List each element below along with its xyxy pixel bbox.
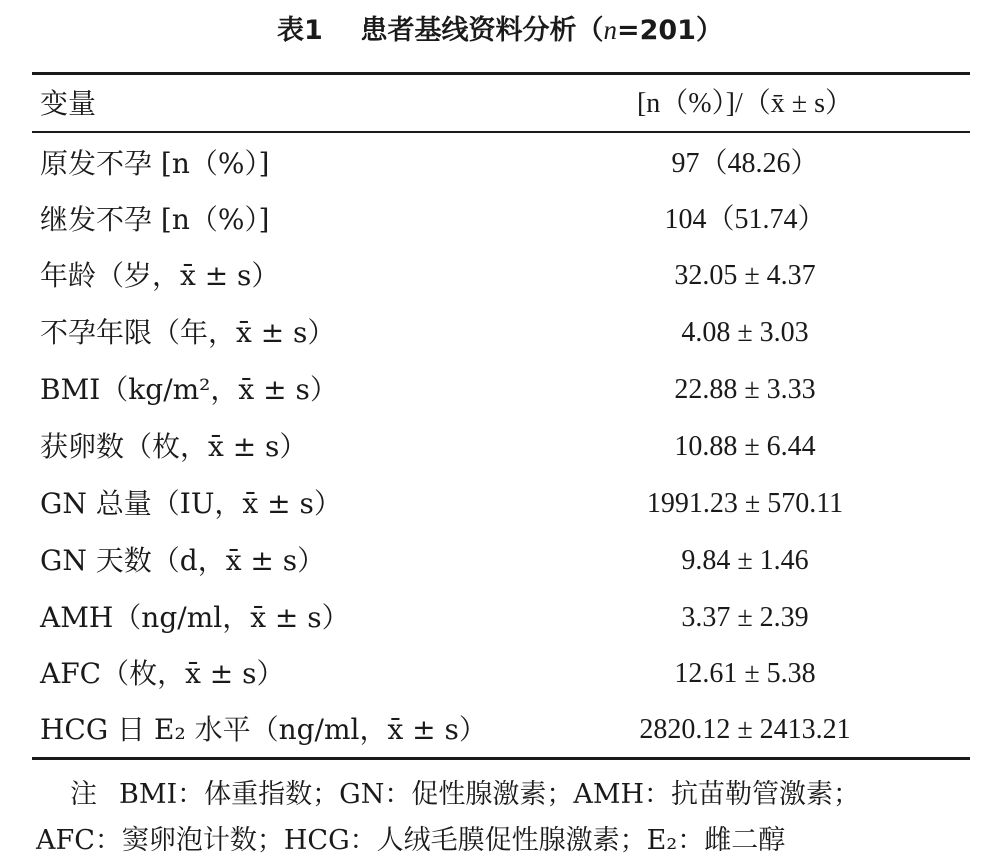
table-row: [0, 590, 1000, 646]
caption-n-value: =201: [616, 15, 696, 46]
row-value: 22.88 ± 3.33: [674, 374, 816, 405]
row-label: 原发不孕 [n（%）]: [40, 147, 270, 180]
table-row: [0, 192, 1000, 248]
table-row: [0, 248, 1000, 304]
caption-paren-close: ）: [695, 15, 723, 46]
table-header: [0, 80, 1000, 128]
row-label: BMI（kg/m²，x̄ ± s）: [40, 373, 338, 406]
row-label: GN 总量（IU，x̄ ± s）: [40, 487, 342, 520]
footnote-label: 注: [70, 779, 97, 810]
row-value: 10.88 ± 6.44: [674, 431, 816, 462]
row-value: 2820.12 ± 2413.21: [639, 714, 851, 745]
table-top-rule: [32, 72, 970, 75]
header-variable: 变量: [40, 87, 97, 120]
table-title: [0, 8, 1000, 52]
row-value: 104（51.74）: [664, 204, 826, 235]
row-label: 不孕年限（年，x̄ ± s）: [40, 316, 336, 349]
footnote-line-1: [36, 772, 976, 818]
table-row: [0, 702, 1000, 758]
row-label: 继发不孕 [n（%）]: [40, 203, 270, 236]
row-value: 12.61 ± 5.38: [674, 658, 816, 689]
table-row: [0, 476, 1000, 532]
footnote-text-1: BMI：体重指数；GN：促性腺激素；AMH：抗苗勒管激素；: [119, 779, 861, 810]
table-label: 表1: [277, 15, 323, 46]
table-row: [0, 419, 1000, 475]
row-label: HCG 日 E₂ 水平（ng/ml，x̄ ± s）: [40, 713, 487, 746]
table-bottom-rule: [32, 757, 970, 760]
row-value: 1991.23 ± 570.11: [646, 488, 844, 519]
table-row: [0, 362, 1000, 418]
table-header-rule: [32, 131, 970, 133]
table-row: [0, 533, 1000, 589]
row-value: 32.05 ± 4.37: [674, 260, 816, 291]
row-value: 9.84 ± 1.46: [681, 545, 809, 576]
table-row: [0, 136, 1000, 192]
row-value: 4.08 ± 3.03: [681, 317, 809, 348]
row-label: GN 天数（d，x̄ ± s）: [40, 544, 326, 577]
row-label: 年龄（岁，x̄ ± s）: [40, 259, 280, 292]
table-row: [0, 305, 1000, 361]
row-value: 97（48.26）: [671, 148, 819, 179]
row-label: AFC（枚，x̄ ± s）: [40, 657, 285, 690]
caption-n-symbol: n: [603, 15, 617, 45]
table-row: [0, 646, 1000, 702]
caption-paren-open: （: [576, 15, 604, 46]
row-label: 获卵数（枚，x̄ ± s）: [40, 430, 308, 463]
header-value: [n（%）]/（x̄ ± s）: [636, 88, 854, 119]
row-value: 3.37 ± 2.39: [681, 602, 809, 633]
row-label: AMH（ng/ml，x̄ ± s）: [40, 601, 350, 634]
table-caption: 患者基线资料分析: [360, 15, 577, 46]
footnote-line-2: AFC：窦卵泡计数；HCG：人绒毛膜促性腺激素；E₂：雌二醇: [36, 825, 786, 856]
table-footnote: [36, 772, 976, 864]
